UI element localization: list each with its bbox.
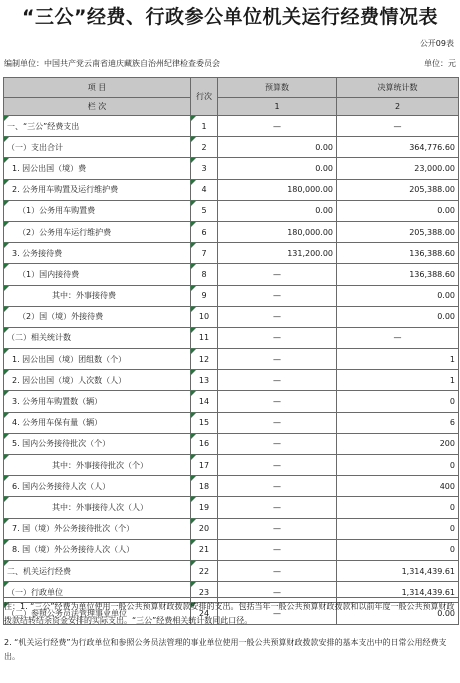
header-col1: 1 [218,98,337,116]
row-actual: 364,776.60 [337,137,459,158]
row-budget: — [218,306,337,327]
header-item: 项 目 [4,78,191,98]
table-row [4,518,459,539]
table-code: 公开09表 [419,39,454,48]
row-actual: 1,314,439.61 [337,560,459,581]
row-budget: 180,000.00 [218,221,337,242]
row-item: 7. 国（境）外公务接待批次（个） [4,518,191,539]
row-item: 6. 国内公务接待人次（人） [4,476,191,497]
table-row [4,412,459,433]
row-seq: 4 [191,179,218,200]
table-body [4,116,459,625]
row-budget: — [218,412,337,433]
row-seq: 3 [191,158,218,179]
table-row [4,455,459,476]
row-actual: 0.00 [337,603,459,624]
row-item: （2）公务用车运行维护费 [4,221,191,242]
row-budget: 0.00 [218,200,337,221]
row-budget: 0.00 [218,158,337,179]
row-budget: — [218,455,337,476]
row-budget: — [218,518,337,539]
header-sub-item: 栏 次 [4,98,191,116]
row-item: 3. 公务用车购置数（辆） [4,391,191,412]
row-budget: — [218,603,337,624]
row-seq: 16 [191,433,218,454]
table-row [4,285,459,306]
row-item: （二）参照公务员法管理事业单位 [4,603,191,624]
row-seq: 2 [191,137,218,158]
row-budget: — [218,433,337,454]
row-seq: 14 [191,391,218,412]
header-seq: 行次 [191,78,218,116]
table-row [4,200,459,221]
row-actual: — [337,327,459,348]
row-item: 8. 国（境）外公务接待人次（人） [4,539,191,560]
expense-table [3,77,459,625]
table-row [4,433,459,454]
row-budget: — [218,264,337,285]
row-item: 1. 因公出国（境）团组数（个） [4,349,191,370]
notes [4,600,456,664]
row-seq: 22 [191,560,218,581]
row-seq: 5 [191,200,218,221]
table-row [4,264,459,285]
row-budget: — [218,370,337,391]
note-2: 2. “机关运行经费”为行政单位和参照公务员法管理的事业单位使用一般公共预算财政拨款安排的基本支出中的日常公用经费支出。 [4,638,447,661]
table-row [4,116,459,137]
row-budget: — [218,327,337,348]
table-row [4,179,459,200]
row-budget: — [218,285,337,306]
row-seq: 18 [191,476,218,497]
row-budget: — [218,582,337,603]
row-actual: 0 [337,455,459,476]
row-seq: 15 [191,412,218,433]
row-seq: 1 [191,116,218,137]
row-actual: 400 [337,476,459,497]
row-seq: 17 [191,455,218,476]
table-row [4,560,459,581]
row-actual: 136,388.60 [337,264,459,285]
table-row [4,349,459,370]
table-row [4,327,459,348]
row-actual: 0.00 [337,285,459,306]
row-actual: 0 [337,391,459,412]
row-budget: — [218,391,337,412]
row-item: （一）支出合计 [4,137,191,158]
row-seq: 21 [191,539,218,560]
row-budget: — [218,116,337,137]
row-budget: 131,200.00 [218,243,337,264]
table-row [4,306,459,327]
row-seq: 8 [191,264,218,285]
row-budget: — [218,497,337,518]
row-actual: 200 [337,433,459,454]
currency-unit: 单位：元 [424,59,456,68]
row-actual: 0 [337,497,459,518]
row-actual: 0 [337,539,459,560]
row-seq: 20 [191,518,218,539]
row-actual: 0.00 [337,200,459,221]
row-actual: 1 [337,349,459,370]
note-1: 注：1. “三公”经费为单位使用一般公共预算财政拨款安排的支出。包括当年一般公共预算财政拨款和以前年度一般公共预算财政拨款结转结余资金安排的实际支出。“三公”经费相关统计数同此口径。 [4,602,455,625]
header-col2: 2 [337,98,459,116]
table-row [4,221,459,242]
row-actual: 0 [337,518,459,539]
table-row [4,370,459,391]
row-item: 其中：外事接待批次（个） [4,455,191,476]
row-item: 其中：外事接待费 [4,285,191,306]
header-budget: 预算数 [218,78,337,98]
row-seq: 12 [191,349,218,370]
row-item: 3. 公务接待费 [4,243,191,264]
row-item: 5. 国内公务接待批次（个） [4,433,191,454]
row-actual: 205,388.00 [337,221,459,242]
row-item: （2）国（境）外接待费 [4,306,191,327]
row-item: （1）国内接待费 [4,264,191,285]
row-budget: 0.00 [218,137,337,158]
row-item: 1. 因公出国（境）费 [4,158,191,179]
row-seq: 13 [191,370,218,391]
row-seq: 24 [191,603,218,624]
table-row [4,391,459,412]
table-row [4,539,459,560]
row-actual: 23,000.00 [337,158,459,179]
row-seq: 9 [191,285,218,306]
row-seq: 6 [191,221,218,242]
row-item: 4. 公务用车保有量（辆） [4,412,191,433]
row-actual: 1 [337,370,459,391]
row-item: （1）公务用车购置费 [4,200,191,221]
row-item: （二）相关统计数 [4,327,191,348]
header-actual: 决算统计数 [337,78,459,98]
row-item: 其中：外事接待人次（人） [4,497,191,518]
row-seq: 11 [191,327,218,348]
row-seq: 19 [191,497,218,518]
compiling-unit: 编制单位：中国共产党云南省迪庆藏族自治州纪律检查委员会 [4,59,220,68]
row-actual: 6 [337,412,459,433]
row-budget: — [218,539,337,560]
report-title: “三公”经费、行政参公单位机关运行经费情况表 [22,6,438,28]
row-seq: 7 [191,243,218,264]
table-row [4,137,459,158]
row-item: 2. 公务用车购置及运行维护费 [4,179,191,200]
row-actual: 0.00 [337,306,459,327]
row-budget: 180,000.00 [218,179,337,200]
row-actual: — [337,116,459,137]
row-item: 二、机关运行经费 [4,560,191,581]
row-budget: — [218,560,337,581]
table-row [4,476,459,497]
row-budget: — [218,476,337,497]
row-item: 2. 因公出国（境）人次数（人） [4,370,191,391]
table-row [4,158,459,179]
row-item: 一、“三公”经费支出 [4,116,191,137]
notes-divider [3,597,458,598]
row-actual: 205,388.00 [337,179,459,200]
row-item: （一）行政单位 [4,582,191,603]
row-seq: 23 [191,582,218,603]
table-meta [4,58,456,69]
row-actual: 136,388.60 [337,243,459,264]
row-seq: 10 [191,306,218,327]
table-row [4,243,459,264]
row-actual: 1,314,439.61 [337,582,459,603]
row-budget: — [218,349,337,370]
table-row [4,497,459,518]
